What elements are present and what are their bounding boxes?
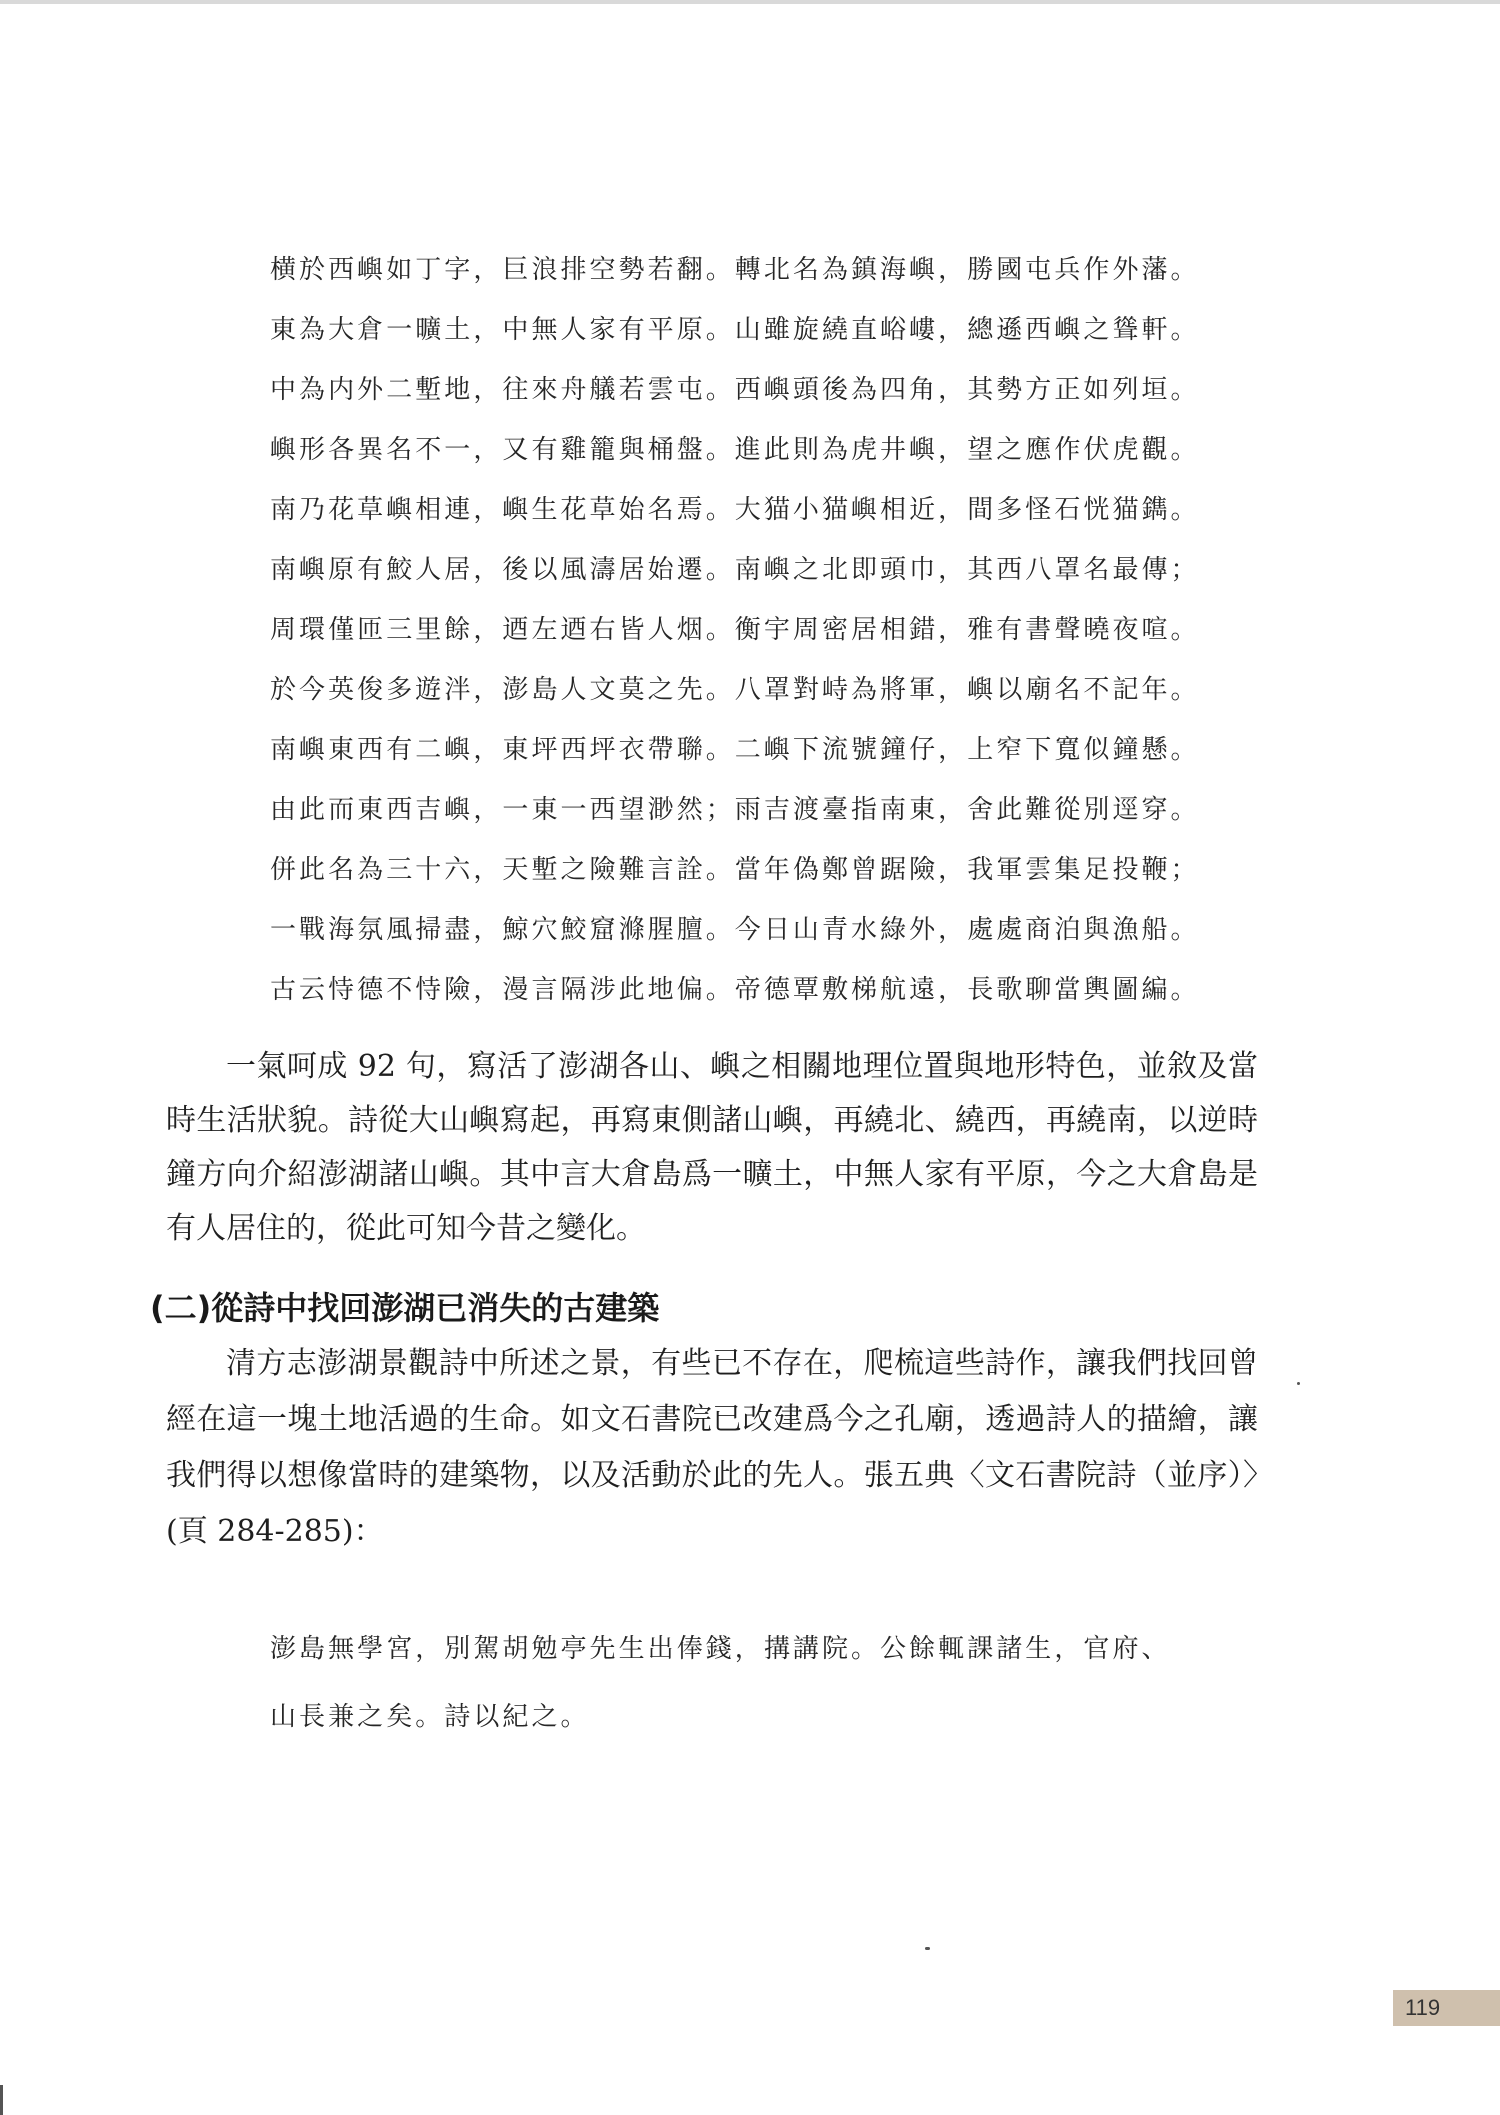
- poem-line: 周環僅匝三里餘，迺左迺右皆人烟。衡宇周密居相錯，雅有書聲曉夜喧。: [270, 615, 1200, 645]
- quote-line: 山長兼之矣。詩以紀之。: [270, 1702, 590, 1732]
- scan-speck: [1297, 1382, 1300, 1385]
- poem-line: 嶼形各異名不一，又有雞籠與桶盤。進此則為虎井嶼，望之應作伏虎觀。: [270, 435, 1200, 465]
- page-left-edge-mark: [0, 2085, 3, 2115]
- poem-line: 於今英俊多遊泮，澎島人文莫之先。八罩對峙為將軍，嶼以廟名不記年。: [270, 675, 1200, 705]
- page-top-edge: [0, 0, 1500, 4]
- section-body: [166, 1336, 1258, 1560]
- poem-line: 南嶼原有鮫人居，後以風濤居始遷。南嶼之北即頭巾，其西八罩名最傳；: [270, 555, 1200, 585]
- poem-line: 中為内外二塹地，往來舟艤若雲屯。西嶼頭後為四角，其勢方正如列垣。: [270, 375, 1200, 405]
- poem-line: 横於西嶼如丁字，巨浪排空勢若翻。轉北名為鎮海嶼，勝國屯兵作外藩。: [270, 255, 1200, 285]
- commentary-paragraph: 一氣呵成 92 句，寫活了澎湖各山、嶼之相關地理位置與地形特色，並敘及當時生活狀貌。詩從大山嶼寫起，再寫東側諸山嶼，再繞北、繞西，再繞南，以逆時鐘方向介紹澎湖諸山嶼。其中言大倉島爲一曠土，中無人家有平原，今之大倉島是有人居住的，從此可知今昔之變化。: [166, 1049, 1258, 1246]
- poem-line: 南乃花草嶼相連，嶼生花草始名焉。大猫小猫嶼相近，間多怪石恍猫鐫。: [270, 495, 1200, 525]
- section-paragraph: 清方志澎湖景觀詩中所述之景，有些已不存在，爬梳這些詩作，讓我們找回曾經在這一塊土地活過的生命。如文石書院已改建爲今之孔廟，透過詩人的描繪，讓我們得以想像當時的建築物，以及活動於此的先人。張五典〈文石書院詩（並序）〉(頁 284-285)：: [166, 1346, 1258, 1549]
- commentary-section: [166, 1040, 1258, 1256]
- poem-line: 併此名為三十六，天塹之險難言詮。當年偽鄭曾踞險，我軍雲集足投鞭；: [270, 855, 1200, 885]
- quote-line: 澎島無學宮，別駕胡勉亭先生出俸錢，搆講院。公餘輒課諸生，官府、: [270, 1634, 1171, 1664]
- page-number: 119: [1393, 1990, 1500, 2026]
- poem-line: 東為大倉一曠土，中無人家有平原。山雖旋繞直峪嶁，總遜西嶼之聳軒。: [270, 315, 1200, 345]
- preface-quote: [270, 1615, 1275, 1751]
- poem-excerpt: [270, 240, 1275, 1020]
- poem-line: 古云恃德不恃險，漫言隔涉此地偏。帝德覃敷梯航遠，長歌聊當輿圖編。: [270, 975, 1200, 1005]
- poem-line: 由此而東西吉嶼，一東一西望渺然；雨吉渡臺指南東，舍此難從別逕穿。: [270, 795, 1200, 825]
- section-heading: (二)從詩中找回澎湖已消失的古建築: [150, 1289, 660, 1327]
- poem-line: 南嶼東西有二嶼，東坪西坪衣帶聯。二嶼下流號鐘仔，上窄下寬似鐘懸。: [270, 735, 1200, 765]
- scan-speck: [925, 1947, 930, 1950]
- poem-line: 一戰海氛風掃盡，鯨穴鮫窟滌腥膻。今日山青水綠外，處處商泊與漁船。: [270, 915, 1200, 945]
